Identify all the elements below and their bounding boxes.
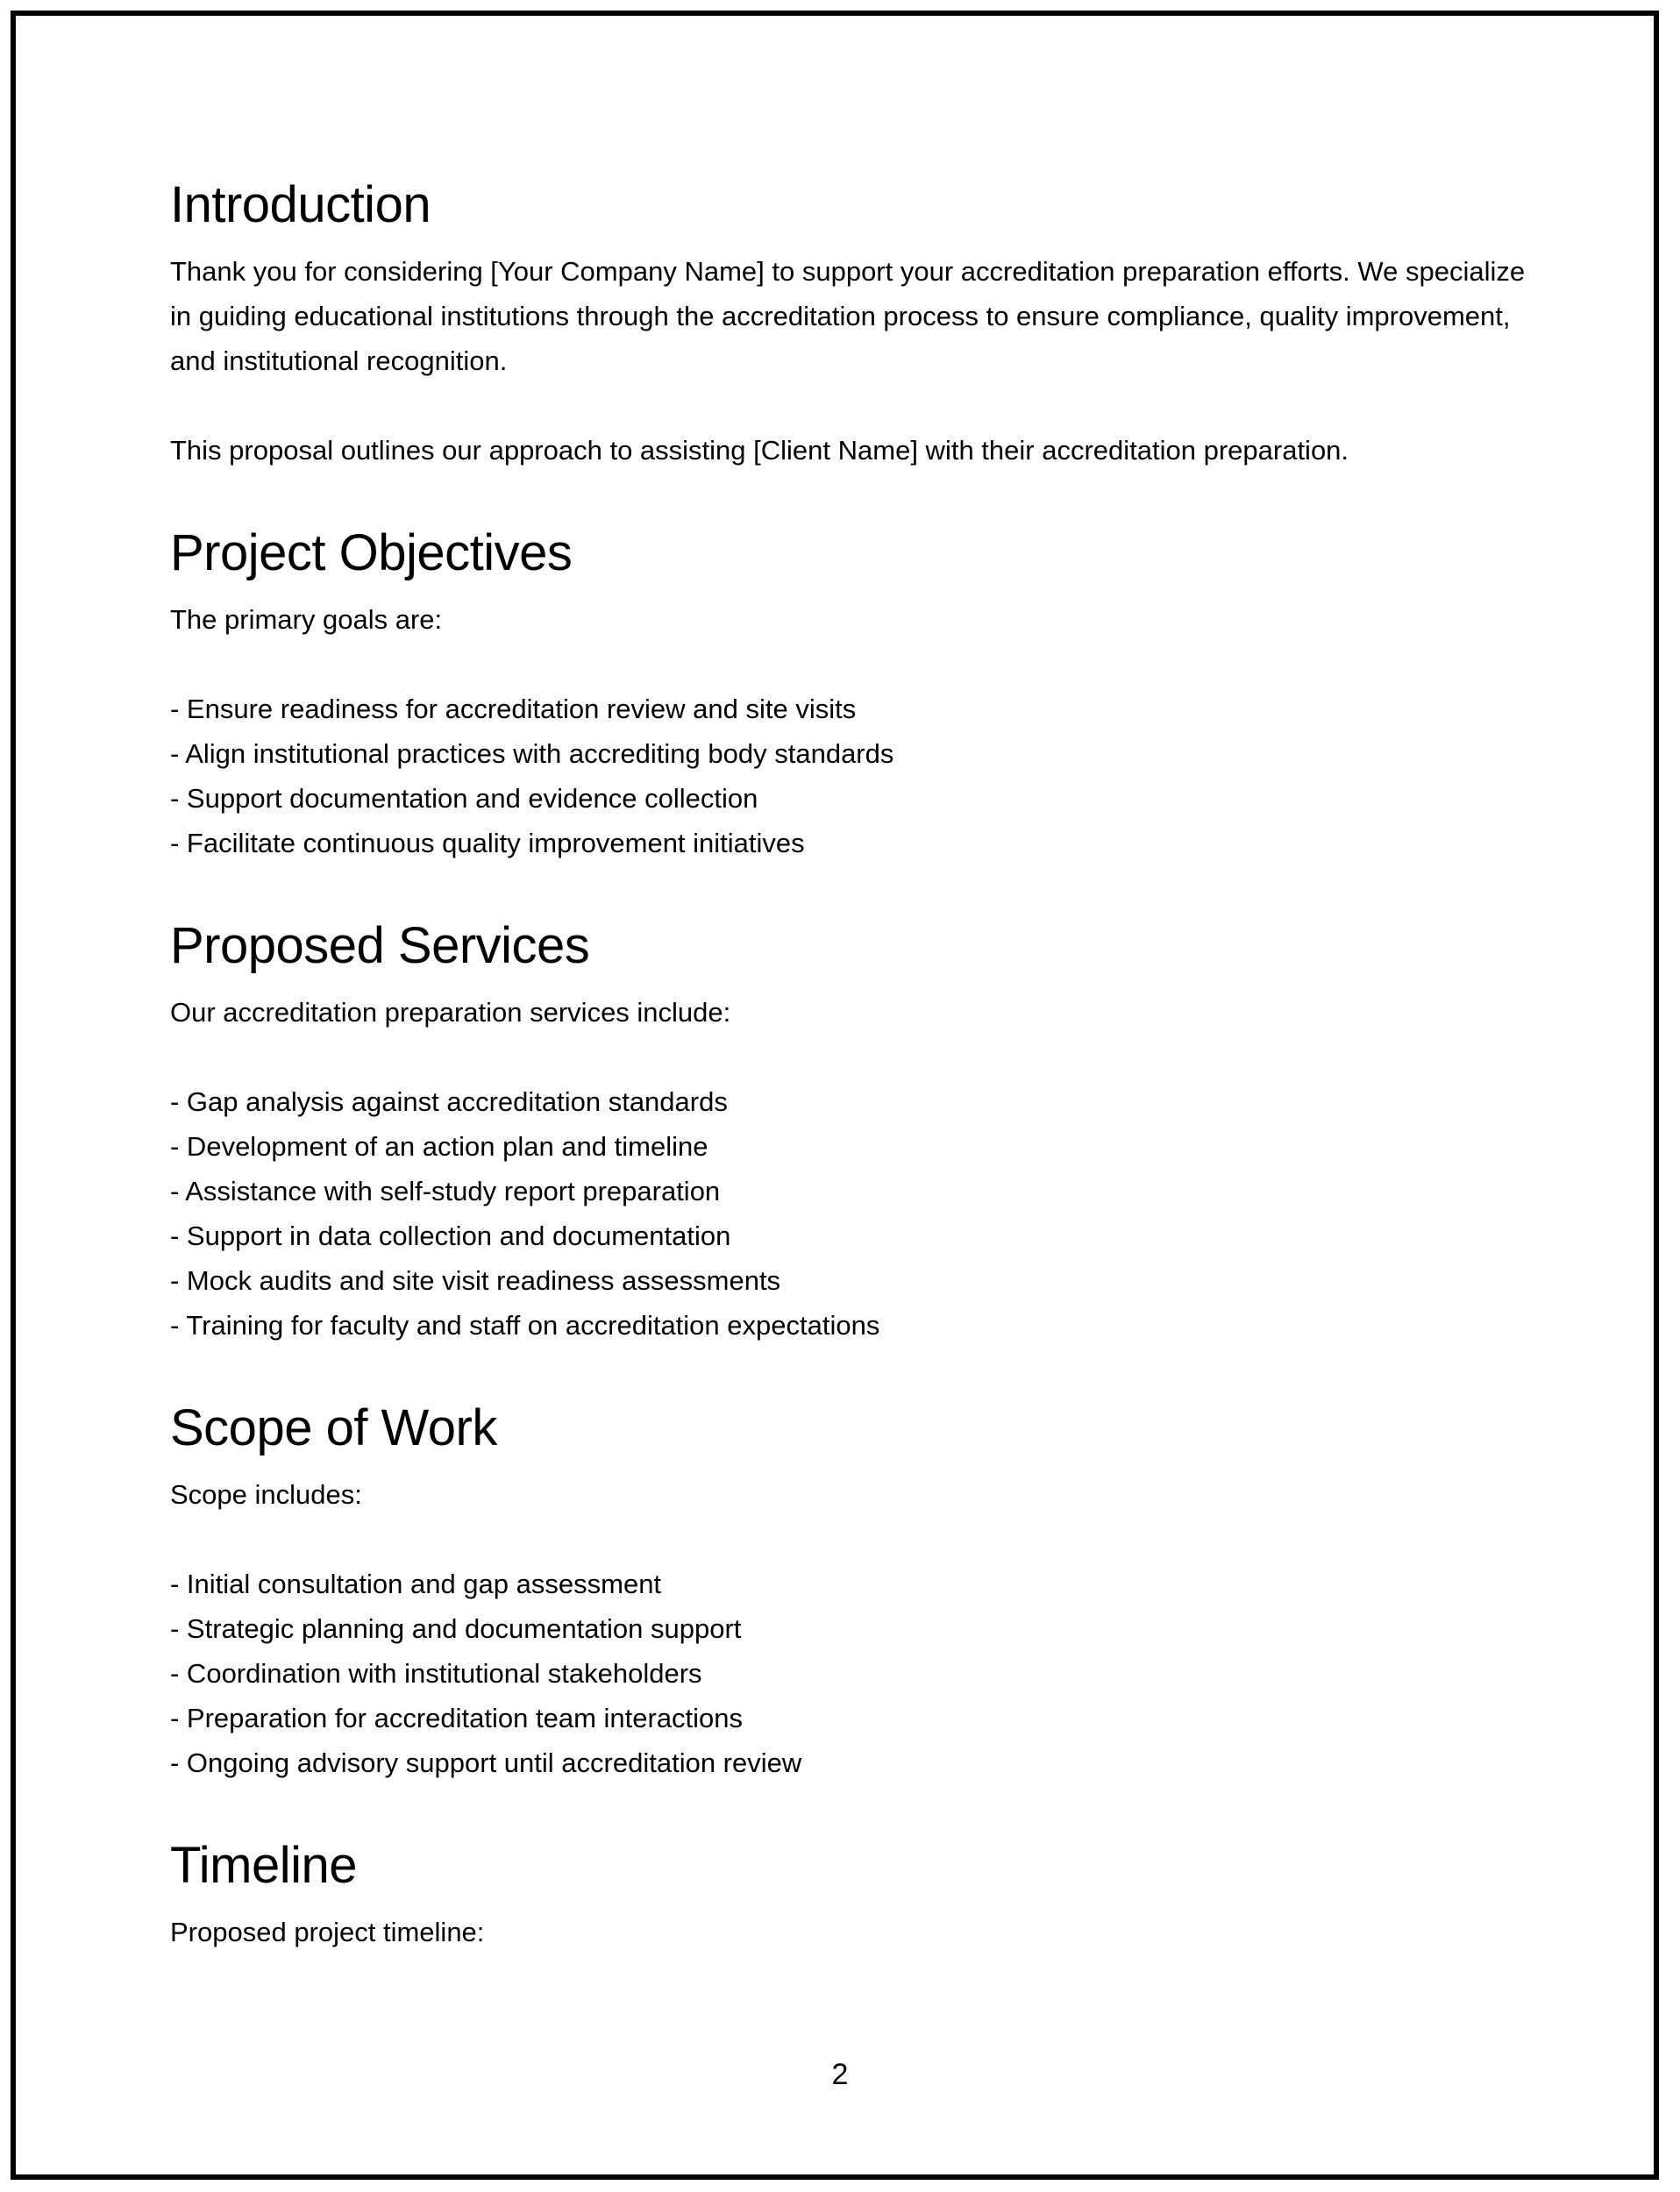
heading-objectives: Project Objectives	[170, 524, 573, 581]
list-item: - Coordination with institutional stakeholders	[170, 1658, 702, 1689]
introduction-paragraph-1: Thank you for considering [Your Company Name] to support your accreditation preparation efforts. We specialize in guiding educational institutions through the accreditation process to ensure compliance, quality improvement, and institutional recognition.	[170, 256, 1526, 376]
list-item: - Ongoing advisory support until accreditation review	[170, 1747, 802, 1778]
section-objectives	[170, 511, 1538, 865]
list-item: - Assistance with self-study report preparation	[170, 1176, 721, 1206]
objectives-list	[170, 687, 1538, 865]
heading-services: Proposed Services	[170, 917, 590, 974]
heading-scope: Scope of Work	[170, 1399, 497, 1456]
section-scope	[170, 1386, 1538, 1785]
services-intro: Our accreditation preparation services include:	[170, 997, 731, 1028]
page-number: 2	[831, 2058, 849, 2091]
introduction-paragraph-2: This proposal outlines our approach to assisting [Client Name] with their accreditation preparation.	[170, 435, 1349, 466]
section-introduction	[170, 163, 1538, 473]
list-item: - Support in data collection and documentation	[170, 1221, 731, 1251]
scope-intro: Scope includes:	[170, 1479, 362, 1510]
section-timeline	[170, 1824, 1538, 1954]
document-body	[170, 163, 1538, 1954]
list-item: - Align institutional practices with accrediting body standards	[170, 738, 894, 769]
heading-introduction: Introduction	[170, 176, 431, 233]
heading-timeline: Timeline	[170, 1837, 358, 1894]
list-item: - Strategic planning and documentation support	[170, 1613, 742, 1644]
list-item: - Support documentation and evidence collection	[170, 783, 758, 814]
list-item: - Ensure readiness for accreditation review and site visits	[170, 694, 857, 724]
list-item: - Development of an action plan and timeline	[170, 1131, 708, 1162]
objectives-intro: The primary goals are:	[170, 604, 443, 635]
scope-list	[170, 1562, 1538, 1785]
list-item: - Training for faculty and staff on accreditation expectations	[170, 1310, 880, 1341]
list-item: - Initial consultation and gap assessment	[170, 1569, 662, 1599]
services-list	[170, 1079, 1538, 1348]
list-item: - Mock audits and site visit readiness assessments	[170, 1265, 781, 1296]
list-item: - Preparation for accreditation team interactions	[170, 1703, 744, 1733]
list-item: - Facilitate continuous quality improvement initiatives	[170, 828, 805, 858]
section-services	[170, 904, 1538, 1348]
list-item: - Gap analysis against accreditation standards	[170, 1086, 728, 1117]
timeline-intro: Proposed project timeline:	[170, 1917, 485, 1947]
